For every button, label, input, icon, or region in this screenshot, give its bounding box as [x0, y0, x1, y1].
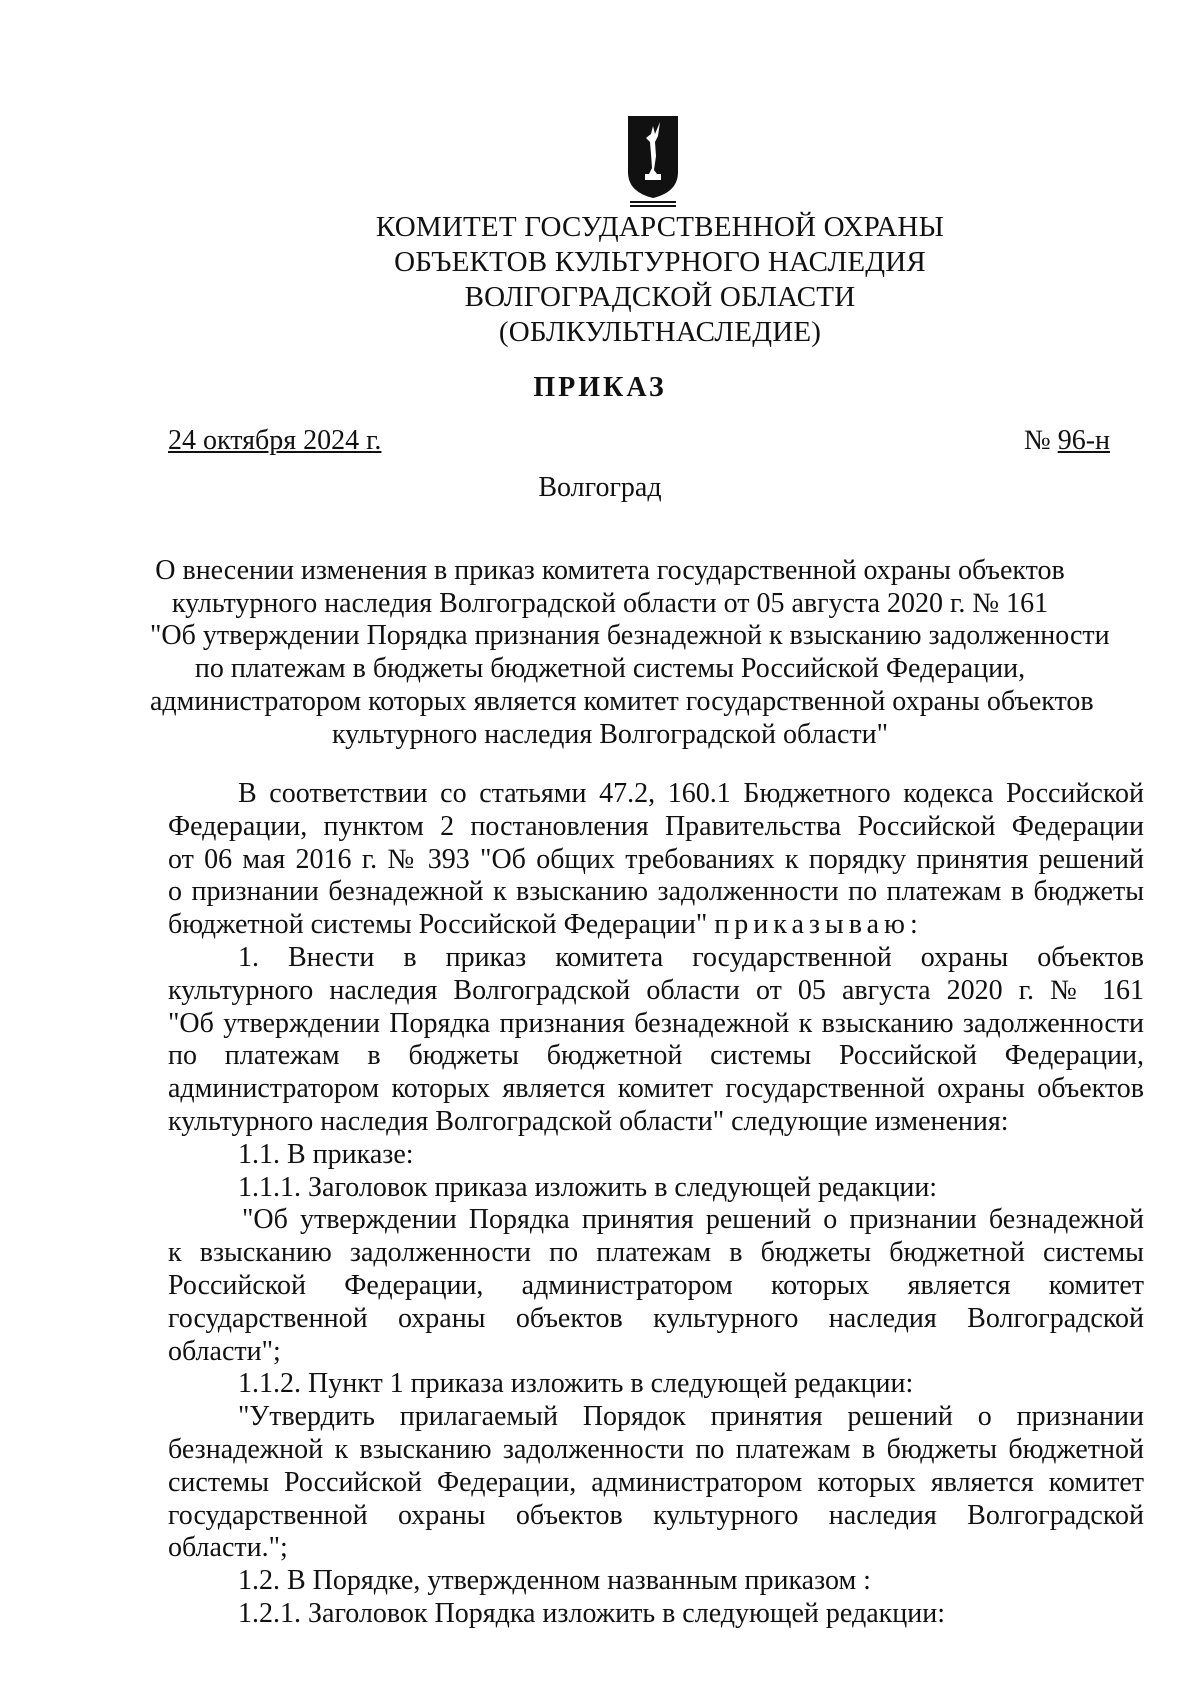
body-line: культурного наследия Волгоградской области от 05 августа 2020 г. № 161 [168, 974, 1144, 1006]
body-line: "Об утверждении Порядка принятия решений о признании безнадежной [242, 1204, 1144, 1236]
title-line: культурного наследия Волгоградской области" [331, 718, 889, 750]
organization-name [300, 210, 1020, 350]
number-prefix: № [1023, 425, 1058, 456]
body-line: государственной охраны объектов культурного наследия Волгоградской [168, 1302, 1144, 1334]
title-line: "Об утверждении Порядка признания безнадежной к взысканию задолженности [150, 620, 1110, 652]
order-word: приказываю: [714, 909, 923, 941]
number-value: 96-н [1057, 425, 1110, 456]
document-body [168, 778, 1144, 1631]
body-line: культурного наследия Волгоградской области" следующие изменения: [168, 1105, 1009, 1137]
org-line: КОМИТЕТ ГОСУДАРСТВЕННОЙ ОХРАНЫ [375, 211, 945, 243]
document-date: 24 октября 2024 г. [168, 425, 382, 456]
body-line: "Утвердить прилагаемый Порядок принятия решений о признании [238, 1401, 1144, 1433]
body-line: В соответствии со статьями 47.2, 160.1 Бюджетного кодекса Российской [238, 778, 1144, 809]
title-line: О внесении изменения в приказ комитета государственной охраны объектов [155, 555, 1065, 586]
body-line: области."; [168, 1532, 288, 1564]
title-line: администратором которых является комитет государственной охраны объектов [150, 685, 1094, 717]
volgograd-coat-of-arms-icon [624, 112, 682, 208]
document-number [1024, 425, 1110, 457]
body-line: по платежам в бюджеты бюджетной системы Российской Федерации, [168, 1040, 1144, 1072]
body-line: безнадежной к взысканию задолженности по платежам в бюджеты бюджетной [168, 1433, 1144, 1465]
body-line: Российской Федерации, администратором которых является комитет [168, 1269, 1144, 1301]
body-line: "Об утверждении Порядка признания безнадежной к взысканию задолженности [168, 1007, 1144, 1039]
org-line: (ОБЛКУЛЬТНАСЛЕДИЕ) [498, 316, 822, 348]
body-line: 1. Внести в приказ комитета государственной охраны объектов [238, 941, 1144, 973]
body-line: области"; [168, 1335, 281, 1367]
body-line: системы Российской Федерации, администратором которых является комитет [168, 1466, 1144, 1498]
body-line: к взысканию задолженности по платежам в бюджеты бюджетной системы [168, 1237, 1144, 1269]
body-line: 1.1.1. Заголовок приказа изложить в следующей редакции: [238, 1171, 938, 1203]
body-line [168, 909, 1144, 942]
title-line: культурного наследия Волгоградской области от 05 августа 2020 г. № 161 [171, 587, 1049, 619]
body-line: 1.1. В приказе: [238, 1138, 414, 1170]
body-line: 1.1.2. Пункт 1 приказа изложить в следующей редакции: [238, 1368, 914, 1400]
body-line: 1.2.1. Заголовок Порядка изложить в следующей редакции: [238, 1597, 945, 1629]
title-line: по платежам в бюджеты бюджетной системы Российской Федерации, [194, 653, 1026, 685]
body-line: о признании безнадежной к взысканию задолженности по платежам в бюджеты [168, 876, 1144, 908]
document-type: ПРИКАЗ [533, 372, 667, 403]
body-line: 1.2. В Порядке, утвержденном названным приказом : [238, 1565, 871, 1597]
city: Волгоград [538, 472, 662, 503]
document-title [150, 555, 1110, 751]
org-line: ОБЪЕКТОВ КУЛЬТУРНОГО НАСЛЕДИЯ [394, 246, 926, 278]
org-line: ВОЛГОГРАДСКОЙ ОБЛАСТИ [464, 281, 856, 313]
body-line: государственной охраны объектов культурного наследия Волгоградской [168, 1499, 1144, 1531]
body-line: Федерации, пунктом 2 постановления Правительства Российской Федерации [168, 810, 1144, 842]
body-text: бюджетной системы Российской Федерации" [168, 909, 715, 941]
body-line: администратором которых является комитет государственной охраны объектов [168, 1073, 1144, 1105]
body-line: от 06 мая 2016 г. № 393 "Об общих требованиях к порядку принятия решений [168, 843, 1144, 875]
